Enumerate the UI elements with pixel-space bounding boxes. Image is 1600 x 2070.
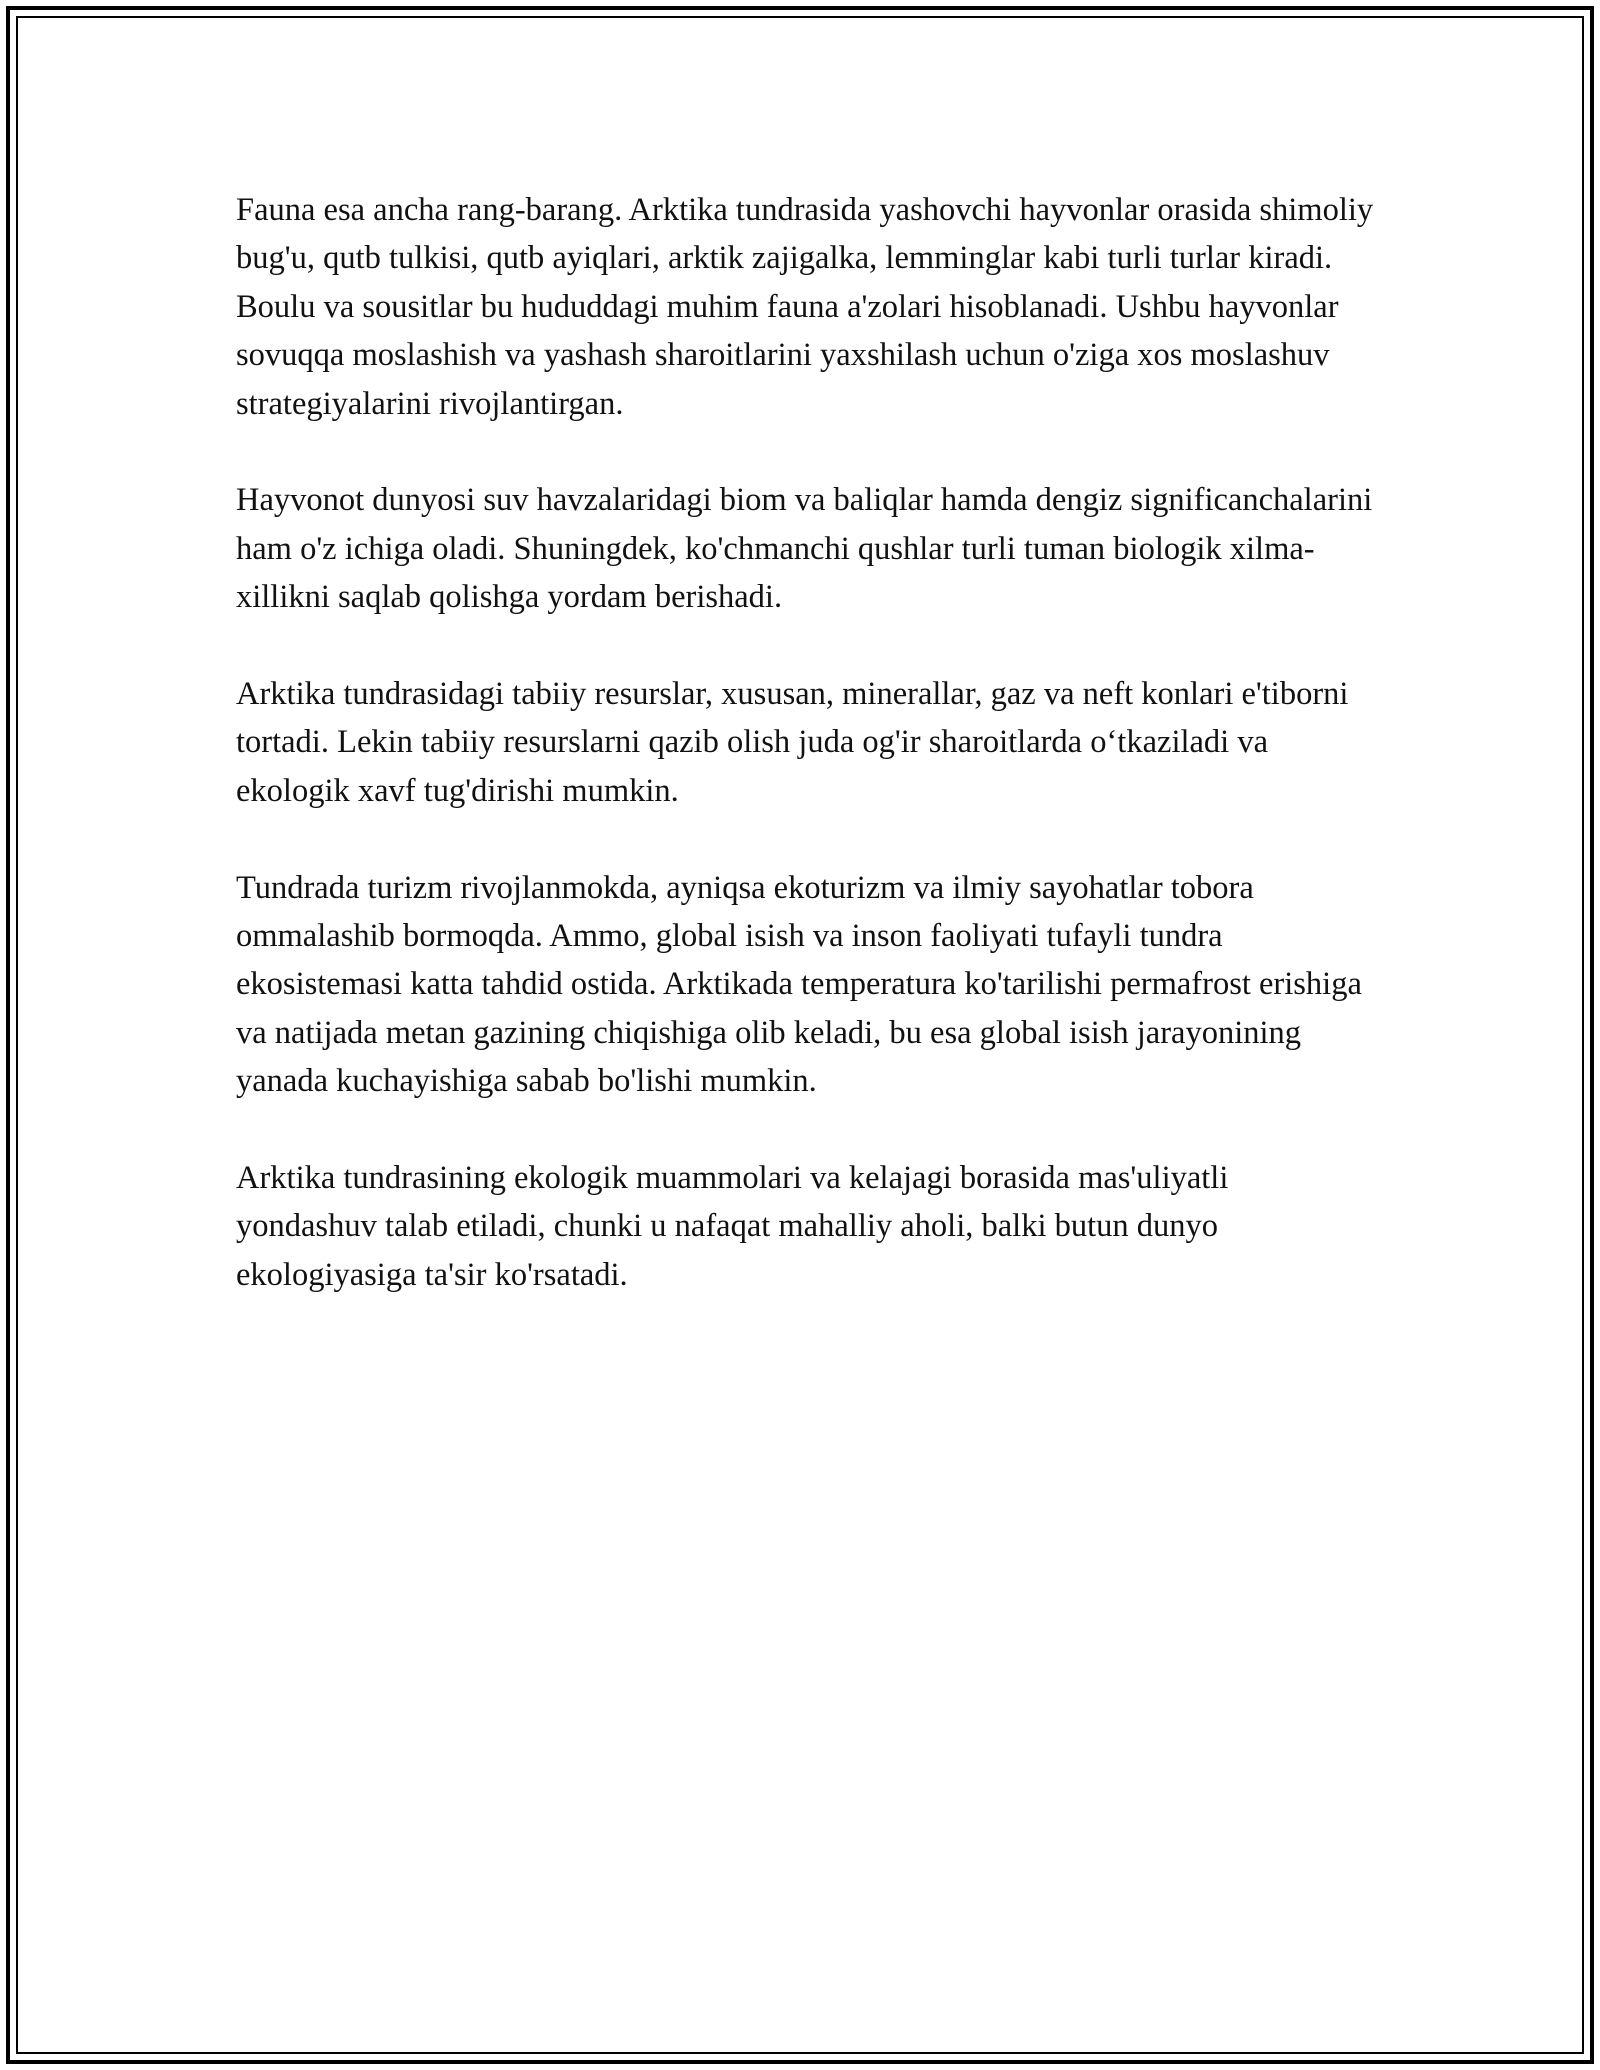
paragraph-natural-resources: Arktika tundrasidagi tabiiy resurslar, xususan, minerallar, gaz va neft konlari e'tiborni tortadi. Lekin tabiiy resurslarni qazib olish juda og'ir sharoitlarda o‘tkaziladi va ekologik xavf tug'dirishi mumkin. [236, 676, 1349, 809]
paragraph-fauna: Fauna esa ancha rang-barang. Arktika tundrasida yashovchi hayvonlar orasida shimoliy bug'u, qutb tulkisi, qutb ayiqlari, arktik zajigalka, lemminglar kabi turli turlar kiradi. Boulu va sousitlar bu hududdagi muhim fauna a'zolari hisoblanadi. Ushbu hayvonlar sovuqqa moslashish va yashash sharoitlarini yaxshilash uchun o'ziga xos moslashuv strategiyalarini rivojlantirgan. [236, 192, 1374, 422]
paragraph-tourism-climate: Tundrada turizm rivojlanmokda, ayniqsa ekoturizm va ilmiy sayohatlar tobora ommalashib bormoqda. Ammo, global isish va inson faoliyati tufayli tundra ekosistemasi katta tahdid ostida. Arktikada temperatura ko'tarilishi permafrost erishiga va natijada metan gazining chiqishiga olib keladi, bu esa global isish jarayonining yanada kuchayishiga sabab bo'lishi mumkin. [236, 869, 1362, 1100]
document-body [236, 186, 1376, 1348]
paragraph-aquatic-life: Hayvonot dunyosi suv havzalaridagi biom va baliqlar hamda dengiz significanchalarini ham o'z ichiga oladi. Shuningdek, ko'chmanchi qushlar turli tuman biologik xilma-xillikni saqlab qolishga yordam berishadi. [236, 482, 1373, 616]
paragraph-conclusion: Arktika tundrasining ekologik muammolari va kelajagi borasida mas'uliyatli yondashuv talab etiladi, chunki u nafaqat mahalliy aholi, balki butun dunyo ekologiyasiga ta'sir ko'rsatadi. [236, 1160, 1229, 1293]
